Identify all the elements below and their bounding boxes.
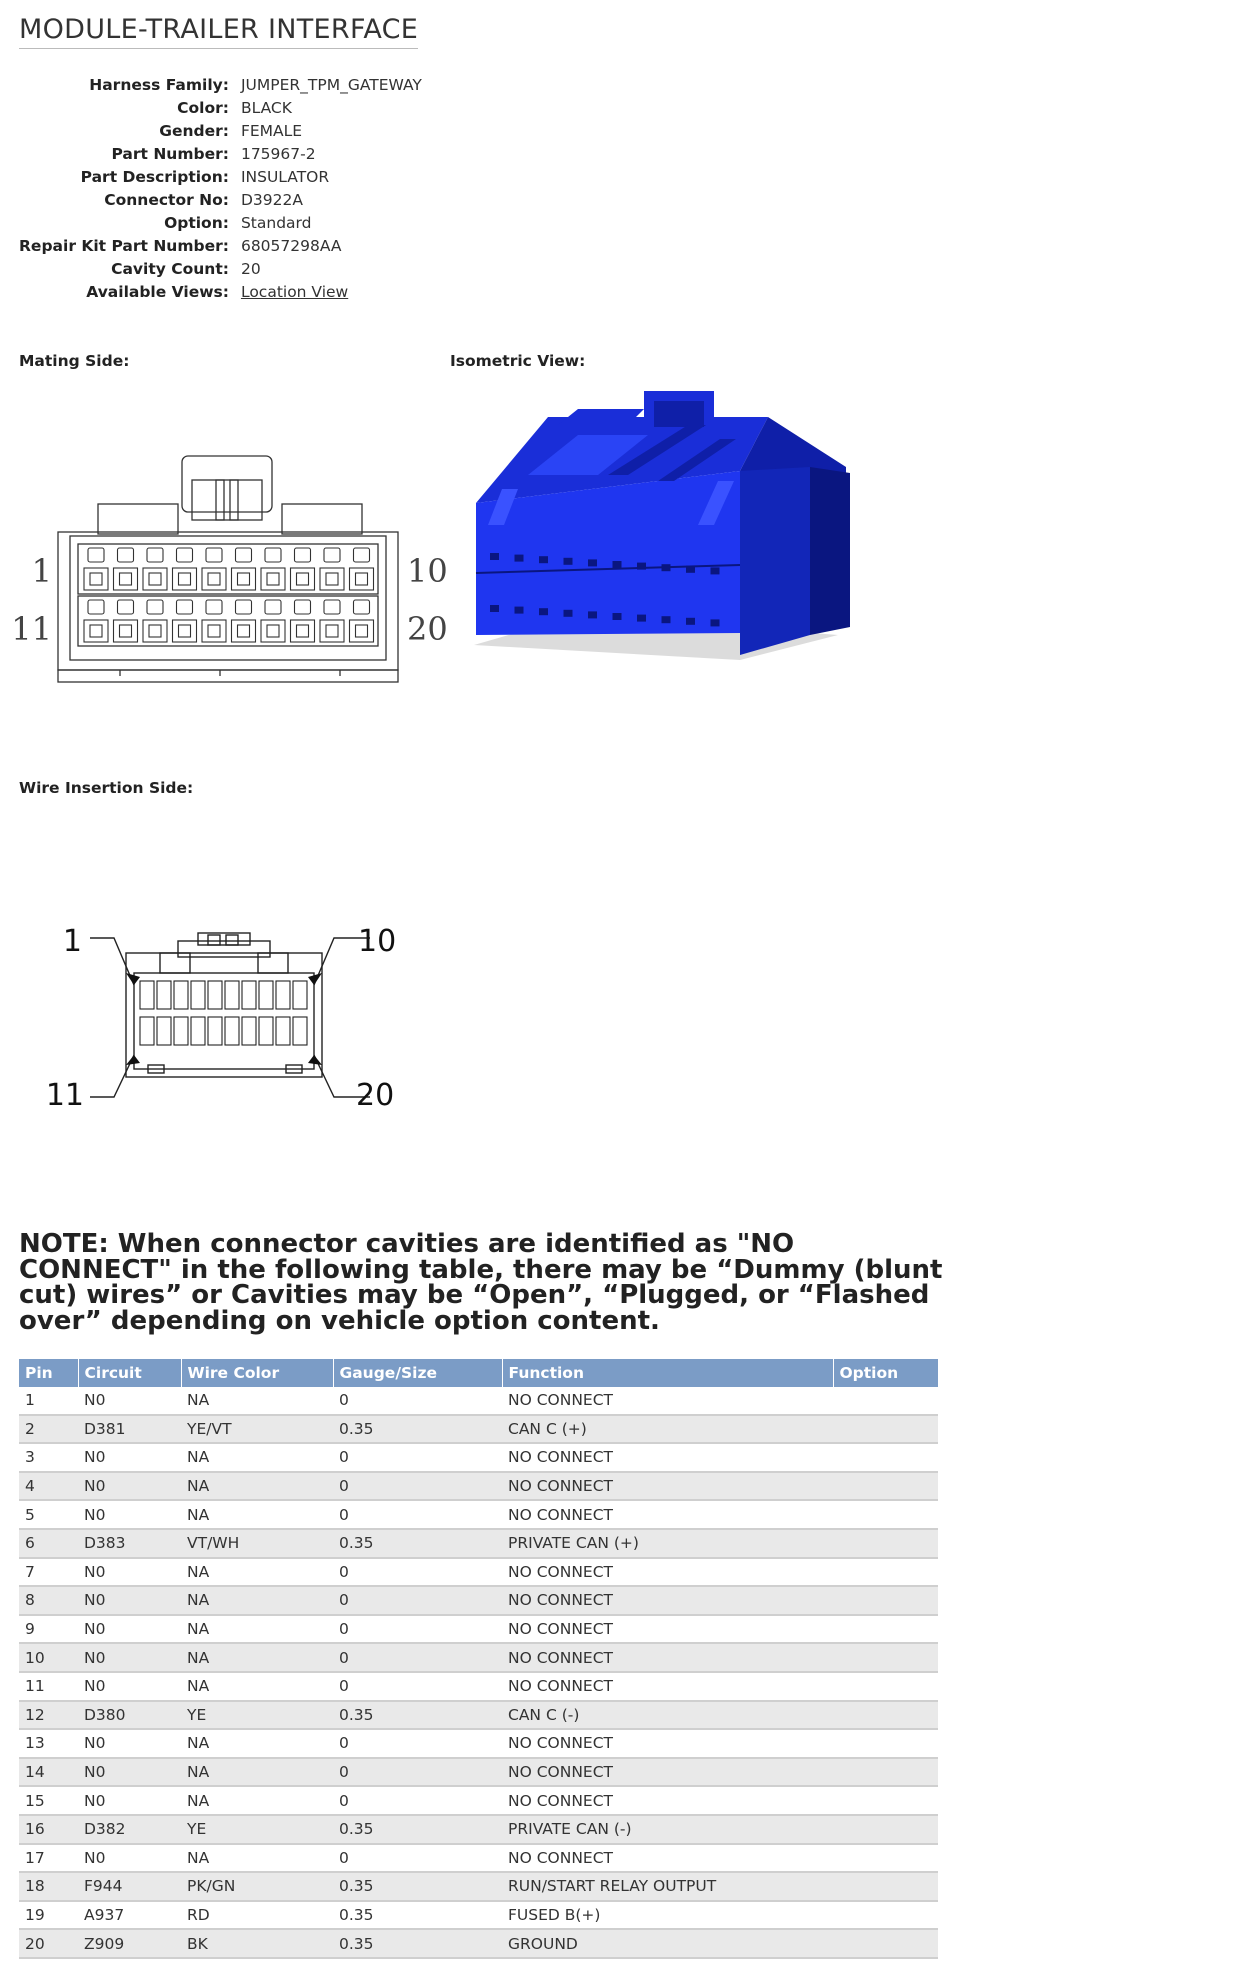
mating-cavity <box>84 568 108 590</box>
cell-gauge-size: 0.35 <box>333 1929 502 1958</box>
cell-circuit: N0 <box>78 1586 181 1615</box>
mating-cavity <box>143 620 167 642</box>
mating-cavity-inner <box>326 573 338 585</box>
header-pin: Pin <box>19 1359 78 1387</box>
cell-gauge-size: 0 <box>333 1558 502 1587</box>
cell-pin: 15 <box>19 1786 78 1815</box>
cell-wire-color: NA <box>181 1387 333 1415</box>
wire-cavity <box>225 1017 239 1045</box>
cell-option <box>833 1901 938 1930</box>
property-value: Standard <box>240 214 312 232</box>
table-row <box>19 1472 938 1501</box>
wire-pin-label-11: 11 <box>45 1078 84 1113</box>
mating-cavity-latch <box>177 548 193 562</box>
cell-circuit: Z909 <box>78 1929 181 1958</box>
cell-option <box>833 1815 938 1844</box>
cell-pin: 16 <box>19 1815 78 1844</box>
wire-cavity <box>140 1017 154 1045</box>
cell-pin: 13 <box>19 1729 78 1758</box>
cell-function: NO CONNECT <box>502 1500 833 1529</box>
property-value: 20 <box>240 260 261 278</box>
cell-pin: 12 <box>19 1701 78 1730</box>
cell-pin: 9 <box>19 1615 78 1644</box>
property-value: BLACK <box>240 99 292 117</box>
cell-circuit: F944 <box>78 1872 181 1901</box>
cell-function: CAN C (-) <box>502 1701 833 1730</box>
table-row <box>19 1415 938 1444</box>
header-function: Function <box>502 1359 833 1387</box>
no-connect-note: NOTE: When connector cavities are identified as "NO CONNECT" in the following table, there may be “Dummy (blunt cut) wires” or Cavities may be “Open”, “Plugged, or “Flashed over” depending on vehicle option content. <box>19 1229 943 1336</box>
mating-cavity-latch <box>147 548 163 562</box>
header-gauge-size: Gauge/Size <box>333 1359 502 1387</box>
iso-cavity-slot <box>662 564 671 571</box>
mating-cavity-inner <box>267 625 279 637</box>
cell-wire-color: NA <box>181 1586 333 1615</box>
property-value: FEMALE <box>240 122 303 140</box>
cell-pin: 19 <box>19 1901 78 1930</box>
mating-cavity <box>232 620 256 642</box>
cell-gauge-size: 0.35 <box>333 1815 502 1844</box>
cell-gauge-size: 0.35 <box>333 1872 502 1901</box>
table-row <box>19 1701 938 1730</box>
iso-cavity-slot <box>539 608 548 615</box>
mating-cavity-inner <box>179 625 191 637</box>
mating-cavity <box>261 620 285 642</box>
table-row <box>19 1815 938 1844</box>
pin-table-header <box>19 1359 938 1387</box>
iso-cavity-slot <box>515 607 524 614</box>
table-row <box>19 1615 938 1644</box>
connector-properties <box>19 74 422 304</box>
cell-wire-color: NA <box>181 1729 333 1758</box>
cell-pin: 17 <box>19 1844 78 1873</box>
table-row <box>19 1500 938 1529</box>
property-row <box>19 235 422 258</box>
table-row <box>19 1672 938 1701</box>
table-row <box>19 1529 938 1558</box>
property-row <box>19 281 422 304</box>
cell-function: GROUND <box>502 1929 833 1958</box>
wire-pin-label-10: 10 <box>358 924 397 959</box>
cell-function: NO CONNECT <box>502 1786 833 1815</box>
mating-cavity-inner <box>149 625 161 637</box>
cell-pin: 7 <box>19 1558 78 1587</box>
mating-cavity <box>114 620 138 642</box>
mating-cavity-inner <box>120 573 132 585</box>
cell-function: NO CONNECT <box>502 1758 833 1787</box>
property-label: Part Number: <box>111 145 229 163</box>
table-row <box>19 1929 938 1958</box>
mating-cavity-latch <box>147 600 163 614</box>
header-option: Option <box>833 1359 938 1387</box>
mating-cavity-latch <box>295 548 311 562</box>
mating-cavity-latch <box>295 600 311 614</box>
table-row <box>19 1844 938 1873</box>
mating-cavity-inner <box>208 625 220 637</box>
cell-pin: 10 <box>19 1643 78 1672</box>
mating-cavity-inner <box>90 625 102 637</box>
table-row <box>19 1387 938 1415</box>
wire-cavity <box>140 981 154 1009</box>
iso-cavity-slot <box>613 561 622 568</box>
iso-cavity-slot <box>686 566 695 573</box>
mating-cavity-latch <box>265 600 281 614</box>
mating-cavity-latch <box>324 548 340 562</box>
property-value: INSULATOR <box>240 168 330 186</box>
mating-cavity-latch <box>236 600 252 614</box>
cell-wire-color: NA <box>181 1758 333 1787</box>
cell-circuit: A937 <box>78 1901 181 1930</box>
iso-cavity-slot <box>490 553 499 560</box>
cell-option <box>833 1500 938 1529</box>
cell-pin: 3 <box>19 1443 78 1472</box>
cell-option <box>833 1472 938 1501</box>
cell-wire-color: NA <box>181 1844 333 1873</box>
cell-wire-color: YE <box>181 1815 333 1844</box>
cell-function: NO CONNECT <box>502 1387 833 1415</box>
cell-function: PRIVATE CAN (+) <box>502 1529 833 1558</box>
property-label: Color: <box>177 99 229 117</box>
wire-cavity <box>276 981 290 1009</box>
mating-cavity <box>232 568 256 590</box>
cell-wire-color: NA <box>181 1472 333 1501</box>
property-label: Gender: <box>159 122 229 140</box>
cell-option <box>833 1844 938 1873</box>
cell-function: FUSED B(+) <box>502 1901 833 1930</box>
mating-cavity-latch <box>206 600 222 614</box>
mating-cavity-inner <box>356 625 368 637</box>
cell-wire-color: NA <box>181 1500 333 1529</box>
iso-cavity-slot <box>539 556 548 563</box>
cell-pin: 11 <box>19 1672 78 1701</box>
cell-option <box>833 1929 938 1958</box>
cell-circuit: N0 <box>78 1558 181 1587</box>
cell-gauge-size: 0 <box>333 1844 502 1873</box>
mating-cavity-inner <box>267 573 279 585</box>
wire-cavity <box>242 1017 256 1045</box>
wire-cavity <box>276 1017 290 1045</box>
table-row <box>19 1558 938 1587</box>
mating-cavity <box>350 620 374 642</box>
property-row <box>19 212 422 235</box>
cell-wire-color: NA <box>181 1672 333 1701</box>
page-title: MODULE-TRAILER INTERFACE <box>19 14 418 49</box>
property-value: D3922A <box>240 191 303 209</box>
cell-circuit: N0 <box>78 1387 181 1415</box>
mating-cavity <box>320 568 344 590</box>
iso-cavity-slot <box>686 618 695 625</box>
mating-side-diagram <box>10 450 455 700</box>
mating-cavity-inner <box>179 573 191 585</box>
cell-pin: 14 <box>19 1758 78 1787</box>
mating-cavity-inner <box>90 573 102 585</box>
property-row <box>19 74 422 97</box>
cell-circuit: N0 <box>78 1443 181 1472</box>
mating-cavity-inner <box>238 573 250 585</box>
cell-function: NO CONNECT <box>502 1729 833 1758</box>
cell-circuit: N0 <box>78 1615 181 1644</box>
wire-cavity <box>191 1017 205 1045</box>
wire-cavity <box>259 981 273 1009</box>
mating-cavity-latch <box>265 548 281 562</box>
mating-cavity <box>173 568 197 590</box>
isometric-view-label: Isometric View: <box>450 352 586 370</box>
wire-cavity <box>208 981 222 1009</box>
cell-option <box>833 1701 938 1730</box>
cell-option <box>833 1672 938 1701</box>
iso-cavity-slot <box>637 615 646 622</box>
cell-pin: 5 <box>19 1500 78 1529</box>
cell-function: PRIVATE CAN (-) <box>502 1815 833 1844</box>
cell-wire-color: NA <box>181 1558 333 1587</box>
property-value: 68057298AA <box>240 237 342 255</box>
property-label: Option: <box>164 214 229 232</box>
cell-circuit: D382 <box>78 1815 181 1844</box>
table-row <box>19 1586 938 1615</box>
table-row <box>19 1729 938 1758</box>
property-value: 175967-2 <box>240 145 316 163</box>
iso-cavity-slot <box>564 610 573 617</box>
mating-pin-label-11: 11 <box>11 610 52 648</box>
mating-cavity-latch <box>177 600 193 614</box>
mating-cavity <box>173 620 197 642</box>
mating-cavity-latch <box>88 548 104 562</box>
mating-side-label: Mating Side: <box>19 352 130 370</box>
cell-pin: 20 <box>19 1929 78 1958</box>
cell-option <box>833 1758 938 1787</box>
table-row <box>19 1443 938 1472</box>
mating-cavity-latch <box>236 548 252 562</box>
cell-option <box>833 1786 938 1815</box>
cell-gauge-size: 0.35 <box>333 1529 502 1558</box>
cell-gauge-size: 0 <box>333 1500 502 1529</box>
cell-function: CAN C (+) <box>502 1415 833 1444</box>
mating-cavity-latch <box>206 548 222 562</box>
cell-gauge-size: 0.35 <box>333 1701 502 1730</box>
wire-insertion-label: Wire Insertion Side: <box>19 779 194 797</box>
cell-pin: 8 <box>19 1586 78 1615</box>
cell-circuit: N0 <box>78 1500 181 1529</box>
mating-cavity-inner <box>297 625 309 637</box>
iso-cavity-slot <box>588 559 597 566</box>
property-value: JUMPER_TPM_GATEWAY <box>240 76 422 94</box>
cell-wire-color: NA <box>181 1643 333 1672</box>
cell-pin: 2 <box>19 1415 78 1444</box>
cell-pin: 1 <box>19 1387 78 1415</box>
location-view-link[interactable]: Location View <box>240 283 349 301</box>
iso-cavity-slot <box>515 555 524 562</box>
cell-circuit: N0 <box>78 1786 181 1815</box>
wire-cavity <box>157 1017 171 1045</box>
property-row <box>19 258 422 281</box>
isometric-view-image <box>468 385 860 690</box>
cell-option <box>833 1729 938 1758</box>
mating-cavity-inner <box>238 625 250 637</box>
cell-function: NO CONNECT <box>502 1643 833 1672</box>
wire-cavity <box>293 1017 307 1045</box>
table-row <box>19 1786 938 1815</box>
wire-cavity <box>191 981 205 1009</box>
cell-circuit: D383 <box>78 1529 181 1558</box>
cell-option <box>833 1643 938 1672</box>
property-label: Cavity Count: <box>111 260 229 278</box>
mating-cavity-latch <box>354 600 370 614</box>
cell-option <box>833 1586 938 1615</box>
cell-wire-color: YE <box>181 1701 333 1730</box>
cell-circuit: N0 <box>78 1472 181 1501</box>
cell-wire-color: BK <box>181 1929 333 1958</box>
cell-wire-color: RD <box>181 1901 333 1930</box>
iso-cavity-slot <box>711 619 720 626</box>
pin-table <box>19 1359 938 1959</box>
iso-cavity-slot <box>711 567 720 574</box>
cell-pin: 6 <box>19 1529 78 1558</box>
cell-circuit: N0 <box>78 1672 181 1701</box>
mating-cavity <box>143 568 167 590</box>
cell-circuit: N0 <box>78 1643 181 1672</box>
mating-pin-label-1: 1 <box>31 552 52 590</box>
mating-cavity <box>114 568 138 590</box>
cell-option <box>833 1872 938 1901</box>
cell-gauge-size: 0 <box>333 1643 502 1672</box>
cell-wire-color: NA <box>181 1443 333 1472</box>
cell-gauge-size: 0 <box>333 1472 502 1501</box>
table-row <box>19 1872 938 1901</box>
cell-function: RUN/START RELAY OUTPUT <box>502 1872 833 1901</box>
mating-cavity <box>320 620 344 642</box>
cell-circuit: N0 <box>78 1844 181 1873</box>
cell-gauge-size: 0.35 <box>333 1901 502 1930</box>
cell-option <box>833 1387 938 1415</box>
property-row <box>19 189 422 212</box>
wire-cavity <box>157 981 171 1009</box>
wire-pin-label-1: 1 <box>62 924 82 959</box>
mating-cavity-inner <box>208 573 220 585</box>
mating-cavity-latch <box>118 600 134 614</box>
cell-function: NO CONNECT <box>502 1472 833 1501</box>
table-row <box>19 1758 938 1787</box>
iso-cavity-slot <box>564 558 573 565</box>
mating-cavity <box>261 568 285 590</box>
cell-gauge-size: 0 <box>333 1729 502 1758</box>
wire-pin-label-20: 20 <box>356 1078 395 1113</box>
cell-circuit: N0 <box>78 1729 181 1758</box>
wire-cavity <box>259 1017 273 1045</box>
property-row <box>19 166 422 189</box>
cell-wire-color: NA <box>181 1615 333 1644</box>
iso-cavity-slot <box>637 563 646 570</box>
wire-cavity <box>174 1017 188 1045</box>
mating-cavity <box>291 568 315 590</box>
table-row <box>19 1901 938 1930</box>
cell-circuit: N0 <box>78 1758 181 1787</box>
iso-cavity-slot <box>490 605 499 612</box>
property-row <box>19 120 422 143</box>
mating-pin-label-20: 20 <box>407 610 448 648</box>
iso-cavity-slot <box>662 616 671 623</box>
header-circuit: Circuit <box>78 1359 181 1387</box>
cell-gauge-size: 0 <box>333 1387 502 1415</box>
cell-wire-color: NA <box>181 1786 333 1815</box>
table-row <box>19 1643 938 1672</box>
cell-wire-color: YE/VT <box>181 1415 333 1444</box>
cell-gauge-size: 0 <box>333 1786 502 1815</box>
mating-pin-label-10: 10 <box>407 552 448 590</box>
mating-cavity-inner <box>149 573 161 585</box>
property-label: Available Views: <box>86 283 229 301</box>
mating-cavity-inner <box>326 625 338 637</box>
cell-pin: 18 <box>19 1872 78 1901</box>
header-wire-color: Wire Color <box>181 1359 333 1387</box>
property-label: Harness Family: <box>89 76 229 94</box>
property-label: Repair Kit Part Number: <box>19 237 229 255</box>
wire-cavity <box>293 981 307 1009</box>
iso-cavity-slot <box>613 613 622 620</box>
mating-cavity <box>84 620 108 642</box>
cell-wire-color: PK/GN <box>181 1872 333 1901</box>
mating-cavity <box>291 620 315 642</box>
wire-insertion-diagram <box>30 905 430 1125</box>
mating-cavity-inner <box>120 625 132 637</box>
wire-cavity <box>208 1017 222 1045</box>
cell-gauge-size: 0 <box>333 1615 502 1644</box>
cell-pin: 4 <box>19 1472 78 1501</box>
cell-option <box>833 1415 938 1444</box>
property-row <box>19 97 422 120</box>
cell-gauge-size: 0 <box>333 1672 502 1701</box>
mating-cavity-latch <box>354 548 370 562</box>
property-label: Part Description: <box>80 168 229 186</box>
cell-circuit: D381 <box>78 1415 181 1444</box>
cell-option <box>833 1529 938 1558</box>
mating-cavity <box>202 568 226 590</box>
wire-cavity <box>225 981 239 1009</box>
cell-gauge-size: 0 <box>333 1443 502 1472</box>
cell-gauge-size: 0 <box>333 1586 502 1615</box>
mating-cavity <box>202 620 226 642</box>
mating-cavity-latch <box>324 600 340 614</box>
cell-function: NO CONNECT <box>502 1586 833 1615</box>
cell-gauge-size: 0 <box>333 1758 502 1787</box>
cell-option <box>833 1615 938 1644</box>
cell-function: NO CONNECT <box>502 1672 833 1701</box>
cell-gauge-size: 0.35 <box>333 1415 502 1444</box>
cell-option <box>833 1443 938 1472</box>
cell-circuit: D380 <box>78 1701 181 1730</box>
property-label: Connector No: <box>104 191 229 209</box>
property-row <box>19 143 422 166</box>
cell-option <box>833 1558 938 1587</box>
mating-cavity-latch <box>118 548 134 562</box>
mating-cavity <box>350 568 374 590</box>
iso-cavity-slot <box>588 611 597 618</box>
cell-function: NO CONNECT <box>502 1615 833 1644</box>
cell-function: NO CONNECT <box>502 1844 833 1873</box>
cell-function: NO CONNECT <box>502 1443 833 1472</box>
cell-function: NO CONNECT <box>502 1558 833 1587</box>
mating-cavity-inner <box>297 573 309 585</box>
wire-cavity <box>242 981 256 1009</box>
mating-cavity-latch <box>88 600 104 614</box>
mating-cavity-inner <box>356 573 368 585</box>
wire-cavity <box>174 981 188 1009</box>
cell-wire-color: VT/WH <box>181 1529 333 1558</box>
